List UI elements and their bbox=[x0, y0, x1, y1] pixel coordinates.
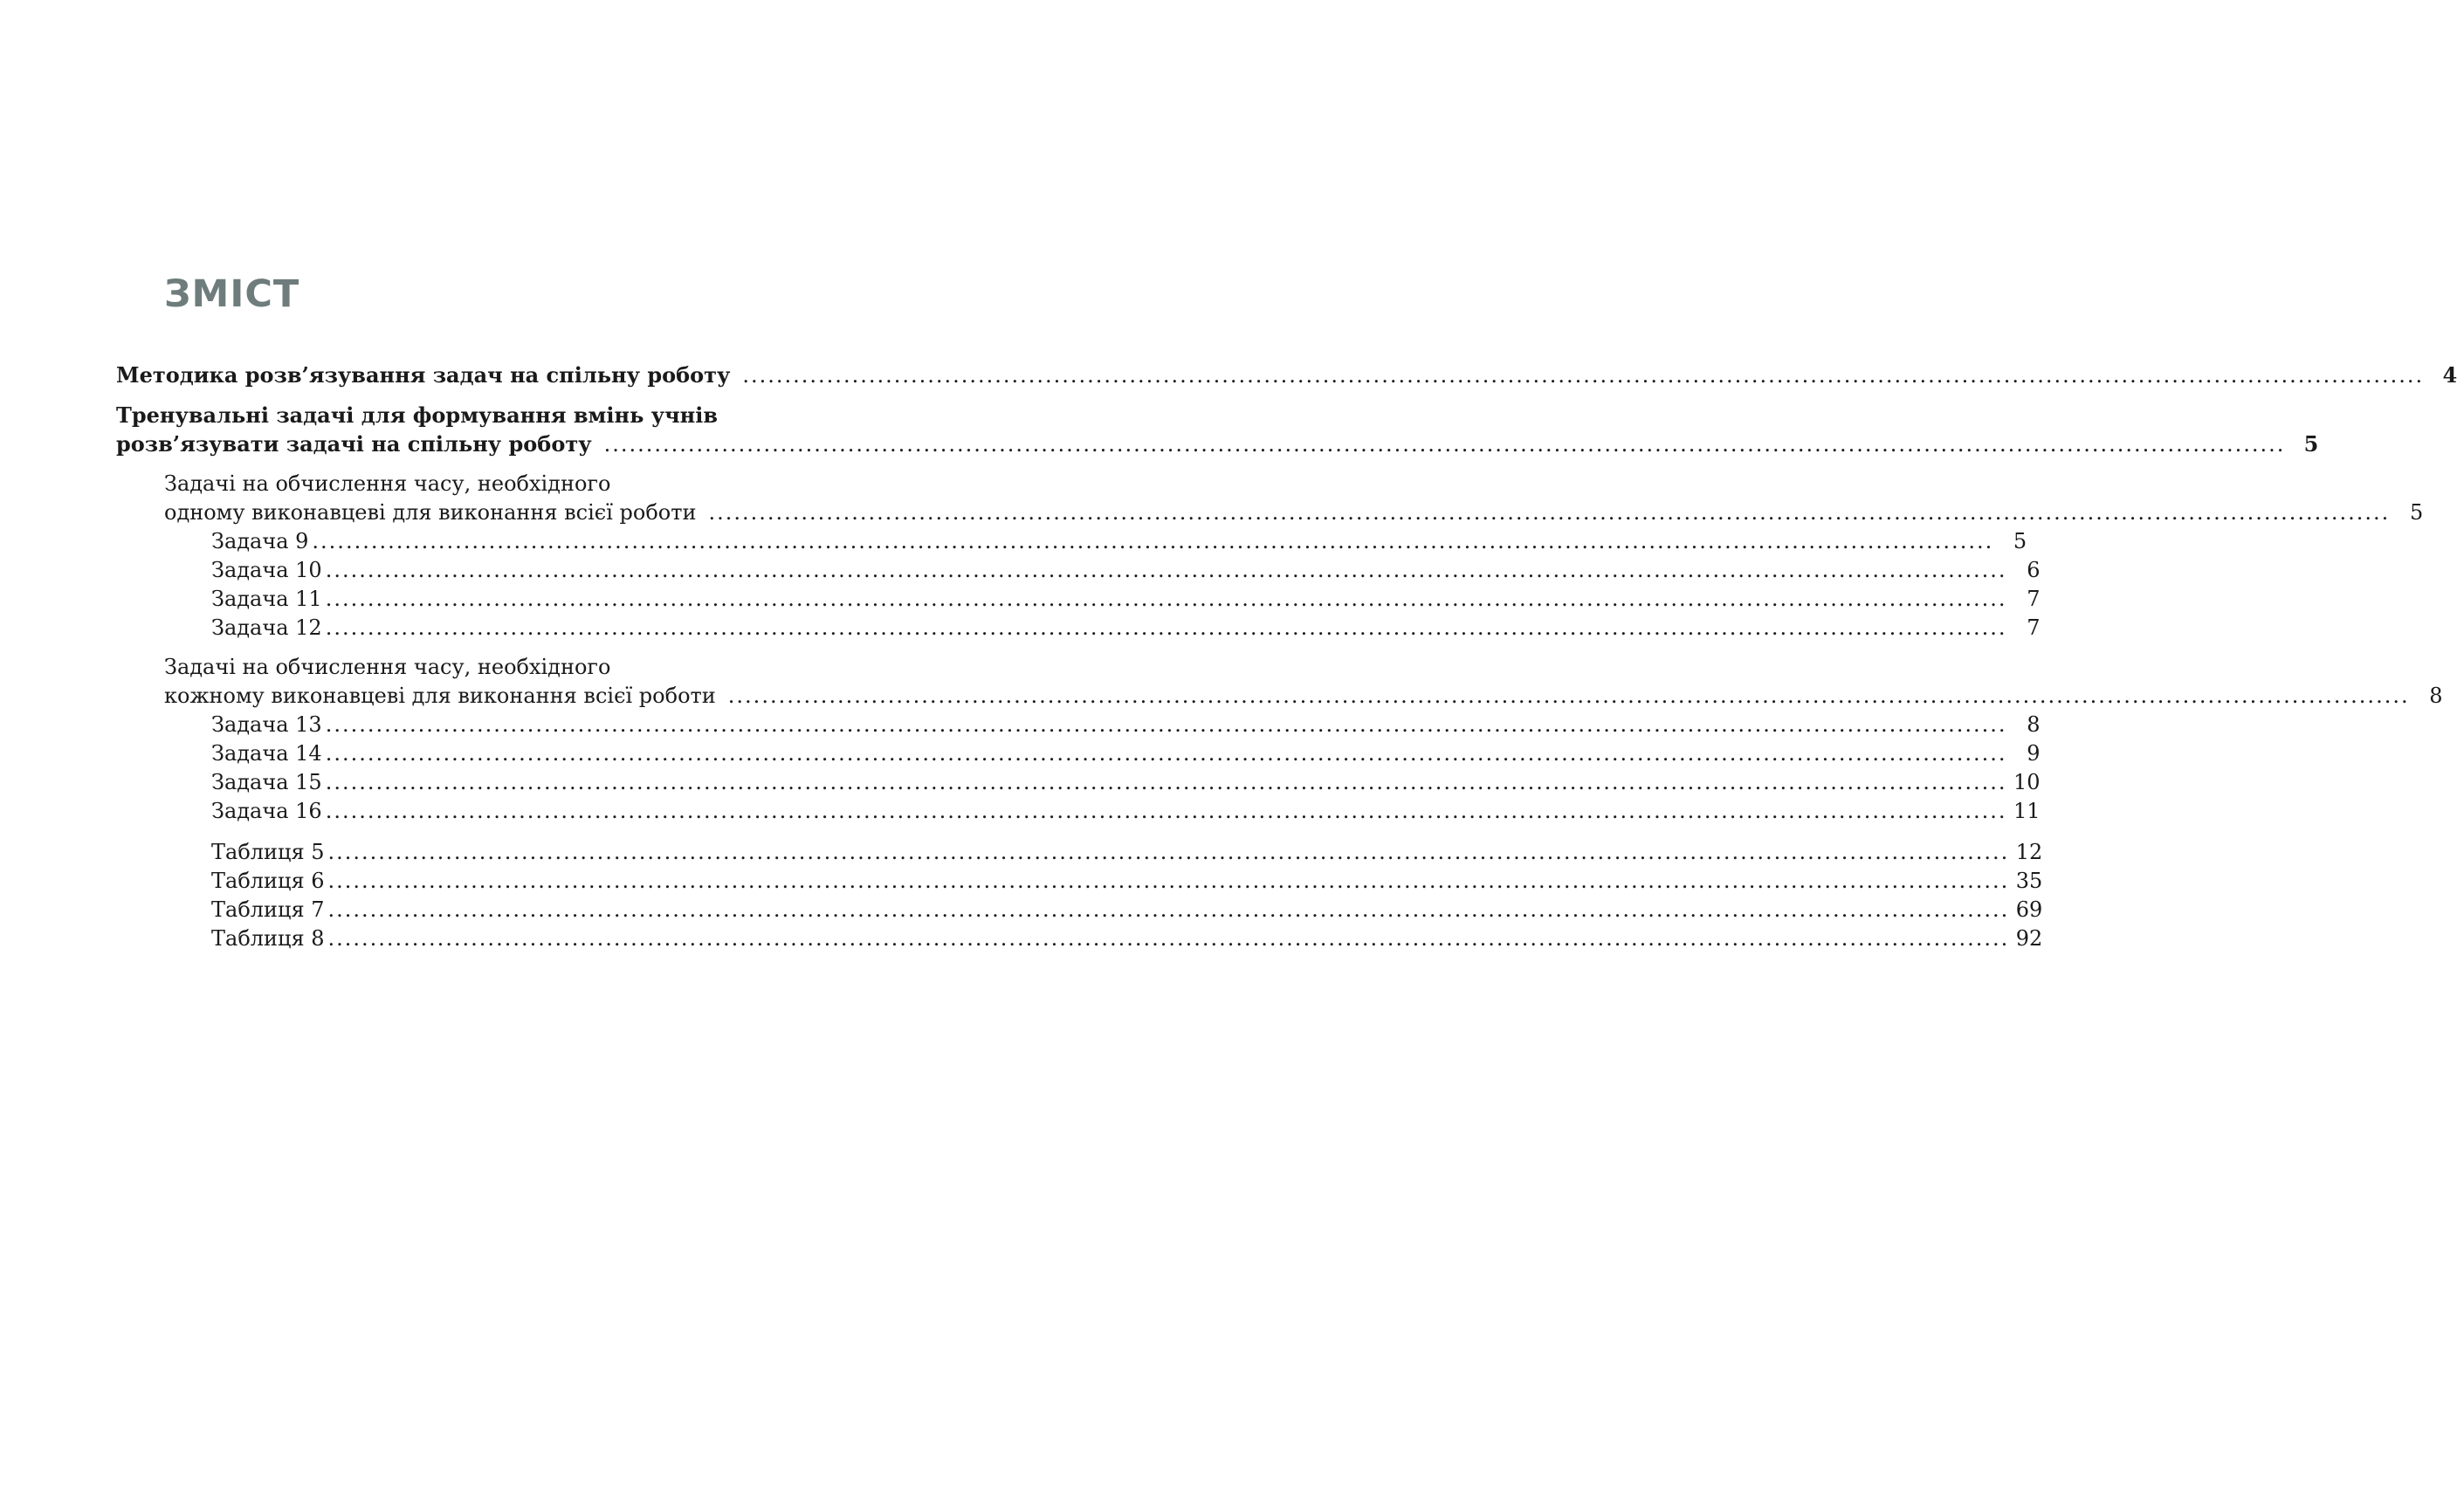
toc-entry-text: Задача 10 bbox=[211, 558, 322, 582]
toc-entry-task-11 bbox=[116, 585, 2041, 614]
toc-entry-task-9 bbox=[116, 527, 2027, 556]
toc-entry-training-tasks bbox=[116, 401, 2319, 459]
toc-entry-text: Таблиця 5 bbox=[211, 840, 325, 864]
toc-page-number: 4 bbox=[2442, 362, 2457, 388]
toc-page-number: 12 bbox=[2015, 840, 2043, 864]
leader-dots: ........................................................................................................................................................................................................ bbox=[327, 926, 2010, 951]
toc-entry-text: Задача 13 bbox=[211, 712, 322, 737]
table-of-contents bbox=[116, 361, 2457, 953]
toc-entry-task-14 bbox=[116, 739, 2041, 768]
toc-entry-text: Задачі на обчислення часу, необхідного bbox=[164, 655, 611, 679]
toc-entry-text: Таблиця 8 bbox=[211, 926, 325, 951]
toc-page-number: 5 bbox=[2410, 500, 2424, 525]
toc-page-number: 6 bbox=[2027, 558, 2041, 582]
toc-entry-text: кожному виконавцеві для виконання всієї роботи bbox=[164, 684, 716, 708]
toc-page-number: 10 bbox=[2013, 770, 2041, 794]
toc-entry-text: Таблиця 7 bbox=[211, 897, 325, 922]
leader-dots: ........................................................................................................................................................................................................ bbox=[327, 897, 2010, 922]
toc-page-number: 7 bbox=[2027, 615, 2041, 640]
toc-entry-section-one-performer bbox=[116, 470, 2424, 527]
leader-dots: ........................................................................................................................................................................................................ bbox=[325, 770, 2007, 794]
toc-entry-section-each-performer bbox=[116, 653, 2443, 711]
leader-dots: ........................................................................................................................................................................................................ bbox=[325, 558, 2007, 582]
leader-dots: ........................................................................................................................................................................................................ bbox=[325, 615, 2007, 640]
toc-entry-text: Задачі на обчислення часу, необхідного bbox=[164, 471, 611, 496]
toc-page-number: 7 bbox=[2027, 587, 2041, 611]
toc-entry-task-16 bbox=[116, 797, 2041, 826]
toc-entry-table-6 bbox=[116, 867, 2043, 896]
toc-entry-methodology bbox=[116, 361, 2457, 390]
toc-entry-task-15 bbox=[116, 768, 2041, 797]
toc-entry-table-8 bbox=[116, 924, 2043, 953]
leader-dots: ........................................................................................................................................................................................................ bbox=[312, 529, 1994, 553]
toc-page-number: 9 bbox=[2027, 741, 2041, 766]
toc-entry-task-13 bbox=[116, 711, 2041, 739]
leader-dots: ........................................................................................................................................................................................................ bbox=[327, 869, 2010, 893]
toc-entry-text: Тренувальні задачі для формування вмінь учнів bbox=[116, 402, 719, 428]
toc-page-number: 5 bbox=[2013, 529, 2027, 553]
leader-dots: ........................................................................................................................................................................................................ bbox=[708, 500, 2391, 525]
toc-entry-text: Задача 9 bbox=[211, 529, 309, 553]
toc-entry-text: Задача 14 bbox=[211, 741, 322, 766]
toc-page-number: 8 bbox=[2027, 712, 2041, 737]
toc-entry-text: одному виконавцеві для виконання всієї роботи bbox=[164, 500, 697, 525]
toc-entry-text: Таблиця 6 bbox=[211, 869, 325, 893]
leader-dots: ........................................................................................................................................................................................................ bbox=[603, 432, 2286, 457]
leader-dots: ........................................................................................................................................................................................................ bbox=[325, 712, 2007, 737]
toc-entry-table-5 bbox=[116, 838, 2043, 867]
leader-dots: ........................................................................................................................................................................................................ bbox=[325, 587, 2007, 611]
toc-page-number: 92 bbox=[2015, 926, 2043, 951]
page-title: ЗМІСТ bbox=[164, 272, 300, 316]
toc-entry-text: Задача 15 bbox=[211, 770, 322, 794]
toc-page-number: 69 bbox=[2015, 897, 2043, 922]
toc-entry-text: Задача 11 bbox=[211, 587, 322, 611]
toc-entry-text: розв’язувати задачі на спільну роботу bbox=[116, 431, 592, 457]
toc-page-number: 8 bbox=[2429, 684, 2443, 708]
toc-page-number: 35 bbox=[2015, 869, 2043, 893]
leader-dots: ........................................................................................................................................................................................................ bbox=[742, 363, 2425, 388]
leader-dots: ........................................................................................................................................................................................................ bbox=[325, 741, 2007, 766]
toc-entry-task-12 bbox=[116, 614, 2041, 643]
toc-entry-text: Задача 16 bbox=[211, 799, 322, 823]
toc-page-number: 5 bbox=[2303, 431, 2319, 457]
toc-entry-table-7 bbox=[116, 896, 2043, 924]
toc-entry-text: Задача 12 bbox=[211, 615, 322, 640]
leader-dots: ........................................................................................................................................................................................................ bbox=[727, 684, 2410, 708]
toc-entry-task-10 bbox=[116, 556, 2041, 585]
leader-dots: ........................................................................................................................................................................................................ bbox=[327, 840, 2010, 864]
toc-page-number: 11 bbox=[2013, 799, 2041, 823]
toc-entry-text: Методика розв’язування задач на спільну роботу bbox=[116, 362, 731, 388]
leader-dots: ........................................................................................................................................................................................................ bbox=[325, 799, 2007, 823]
